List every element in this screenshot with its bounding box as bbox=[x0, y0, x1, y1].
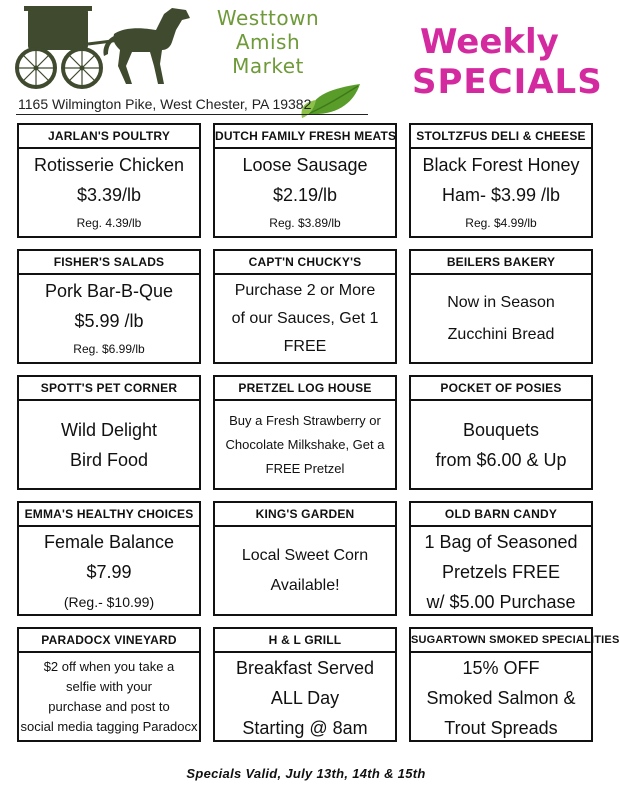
special-card bbox=[213, 249, 397, 364]
vendor-name: STOLTZFUS DELI & CHEESE bbox=[411, 125, 591, 149]
special-card bbox=[213, 627, 397, 742]
vendor-name: KING'S GARDEN bbox=[215, 503, 395, 527]
regular-price: Reg. 4.39/lb bbox=[76, 215, 142, 230]
special-line: Wild Delight bbox=[60, 419, 158, 440]
regular-price: Reg. $4.99/lb bbox=[465, 215, 537, 230]
special-line: Starting @ 8am bbox=[242, 718, 368, 738]
special-line: Pork Bar-B-Que bbox=[44, 280, 174, 301]
page-header bbox=[0, 0, 612, 122]
divider bbox=[16, 114, 368, 115]
market-name bbox=[198, 6, 338, 78]
special-line: $7.99 bbox=[86, 562, 132, 582]
validity-footer: Specials Valid, July 13th, 14th & 15th bbox=[186, 766, 426, 781]
regular-price: Reg. $6.99/lb bbox=[73, 341, 145, 356]
special-line: Local Sweet Corn bbox=[241, 546, 369, 564]
vendor-name: OLD BARN CANDY bbox=[411, 503, 591, 527]
special-card bbox=[409, 249, 593, 364]
special-line: $2 off when you take a bbox=[43, 658, 175, 674]
special-line: ALL Day bbox=[270, 688, 340, 708]
special-line: Black Forest Honey bbox=[422, 154, 580, 175]
special-card bbox=[17, 249, 201, 364]
special-card bbox=[17, 501, 201, 616]
special-line: Bouquets bbox=[462, 419, 540, 440]
vendor-name: POCKET OF POSIES bbox=[411, 377, 591, 401]
special-line: Rotisserie Chicken bbox=[33, 154, 185, 175]
market-name-line: Amish bbox=[235, 30, 301, 54]
special-line: social media tagging Paradocx bbox=[20, 718, 198, 734]
weekly-heading: Weekly bbox=[420, 22, 559, 62]
vendor-name: CAPT'N CHUCKY'S bbox=[215, 251, 395, 275]
special-line: of our Sauces, Get 1 bbox=[231, 309, 379, 327]
market-name-line: Westtown bbox=[216, 6, 320, 30]
regular-price: Reg. $3.89/lb bbox=[269, 215, 341, 230]
special-card bbox=[17, 375, 201, 490]
special-line: Now in Season bbox=[447, 293, 555, 311]
vendor-name: DUTCH FAMILY FRESH MEATS bbox=[215, 125, 395, 149]
vendor-name: EMMA'S HEALTHY CHOICES bbox=[19, 503, 199, 527]
market-address: 1165 Wilmington Pike, West Chester, PA 19382 bbox=[18, 96, 312, 112]
special-line: FREE Pretzel bbox=[265, 460, 345, 476]
special-line: $3.39/lb bbox=[76, 184, 142, 205]
special-line: 15% OFF bbox=[462, 658, 540, 678]
special-card bbox=[17, 123, 201, 238]
special-card bbox=[409, 123, 593, 238]
special-line: Pretzels FREE bbox=[441, 562, 561, 582]
special-line: purchase and post to bbox=[48, 698, 170, 714]
vendor-name: PARADOCX VINEYARD bbox=[19, 629, 199, 653]
special-line: Smoked Salmon & bbox=[426, 688, 576, 708]
special-line: Buy a Fresh Strawberry or bbox=[229, 412, 381, 428]
special-line: Bird Food bbox=[69, 449, 149, 470]
special-card bbox=[17, 627, 201, 742]
regular-price: (Reg.- $10.99) bbox=[63, 594, 155, 610]
special-card bbox=[409, 501, 593, 616]
special-line: Chocolate Milkshake, Get a bbox=[225, 436, 385, 452]
special-line: $2.19/lb bbox=[272, 184, 338, 205]
special-line: from $6.00 & Up bbox=[435, 449, 567, 470]
specials-heading: SPECIALS bbox=[412, 62, 603, 102]
vendor-name: BEILERS BAKERY bbox=[411, 251, 591, 275]
vendor-name: SUGARTOWN SMOKED SPECIALITIES bbox=[411, 629, 591, 653]
special-card bbox=[213, 123, 397, 238]
vendor-name: PRETZEL LOG HOUSE bbox=[215, 377, 395, 401]
special-line: selfie with your bbox=[66, 678, 152, 694]
special-line: Ham- $3.99 /lb bbox=[441, 184, 561, 205]
special-line: w/ $5.00 Purchase bbox=[426, 592, 576, 612]
special-card bbox=[213, 375, 397, 490]
vendor-name: H & L GRILL bbox=[215, 629, 395, 653]
special-line: Trout Spreads bbox=[444, 718, 558, 738]
vendor-name: FISHER'S SALADS bbox=[19, 251, 199, 275]
special-line: Purchase 2 or More bbox=[234, 281, 376, 299]
special-line: $5.99 /lb bbox=[74, 310, 144, 331]
vendor-name: JARLAN'S POULTRY bbox=[19, 125, 199, 149]
special-line: Breakfast Served bbox=[235, 658, 375, 678]
vendor-name: SPOTT'S PET CORNER bbox=[19, 377, 199, 401]
amish-buggy-logo-icon bbox=[14, 4, 204, 90]
market-name-line: Market bbox=[232, 54, 304, 78]
special-card bbox=[409, 375, 593, 490]
special-line: Zucchini Bread bbox=[447, 325, 555, 343]
special-card bbox=[213, 501, 397, 616]
special-line: Loose Sausage bbox=[242, 154, 368, 175]
special-line: Female Balance bbox=[43, 532, 175, 552]
specials-grid bbox=[17, 123, 620, 742]
special-line: FREE bbox=[283, 337, 327, 355]
special-line: Available! bbox=[270, 576, 340, 594]
special-card bbox=[409, 627, 620, 742]
special-line: 1 Bag of Seasoned bbox=[424, 532, 578, 552]
